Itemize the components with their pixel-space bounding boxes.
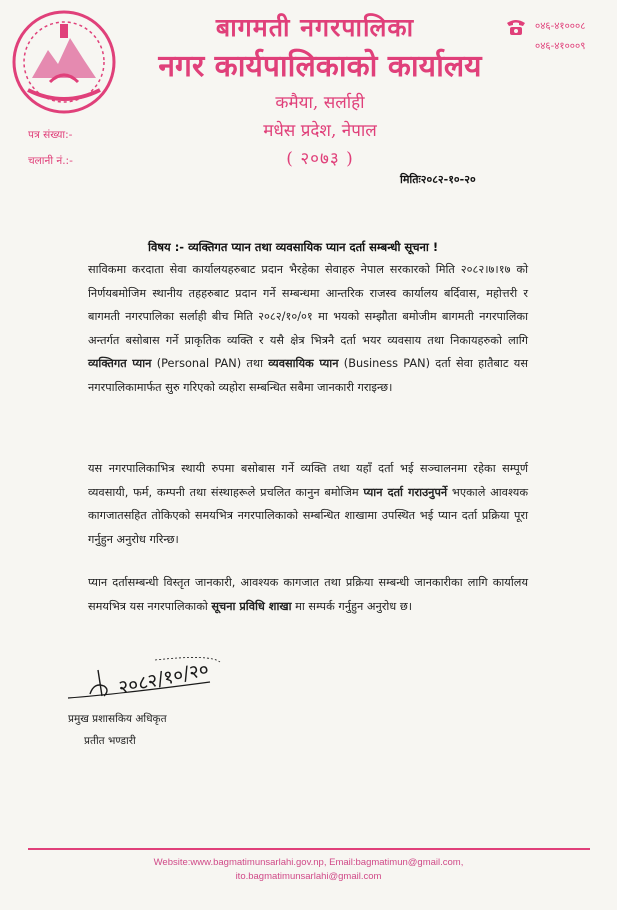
municipality-name: बागमती नगरपालिका bbox=[215, 13, 415, 42]
footer-contact-line-1: Website:www.bagmatimunsarlahi.gov.np, Email:bagmatimun@gmail.com, bbox=[153, 857, 464, 868]
footer-contact-line-2: ito.bagmatimunsarlahi@gmail.com bbox=[235, 871, 382, 882]
established-year: ( २०७३ ) bbox=[286, 149, 354, 169]
office-province: मधेस प्रदेश, नेपाल bbox=[263, 121, 377, 141]
signature-date: २०८२/१०/२० bbox=[116, 658, 211, 699]
letter-date: मितिः२०८२-१०-२० bbox=[400, 173, 476, 186]
phone-number-2: ०४६-४१०००९ bbox=[535, 41, 586, 52]
letter-number-label: पत्र संख्या:- bbox=[28, 129, 73, 141]
dispatch-number-label: चलानी नं.:- bbox=[28, 155, 73, 167]
signatory-title: प्रमुख प्रशासकिय अधिकृत bbox=[68, 713, 167, 725]
footer-divider bbox=[28, 848, 590, 850]
body-paragraph-2: यस नगरपालिकाभित्र स्थायी रुपमा बसोबास गर्ने व्यक्ति तथा यहाँ दर्ता भई सञ्चालनमा रहेका सम्पूर्ण व्यवसायी, फर्म, कम्पनी तथा संस्थाहरूले प्रचलित कानुन बमोजिम प्यान दर्ता गराउनुपर्ने भएकाले आवश्यक कागजातसहित तोकिएको समयभित्र नगरपालिकाको सम्बन्धित शाखामा उपस्थित भई प्यान दर्ता प्रक्रिया पूरा गर्नुहुन अनुरोध गरिन्छ। bbox=[88, 462, 528, 546]
nepal-emblem-icon bbox=[10, 8, 118, 116]
phone-number-1: ०४६-४१०००८ bbox=[535, 21, 586, 32]
telephone-icon bbox=[505, 16, 527, 38]
handwritten-signature bbox=[60, 652, 250, 712]
office-name: नगर कार्यपालिकाको कार्यालय bbox=[158, 49, 482, 84]
signatory-name: प्रतीत भण्डारी bbox=[84, 735, 136, 747]
notice-subject: विषय :- व्यक्तिगत प्यान तथा व्यवसायिक प्यान दर्ता सम्बन्धी सूचना ! bbox=[148, 240, 439, 254]
office-location: कमैया, सर्लाही bbox=[275, 93, 365, 113]
body-paragraph-3: प्यान दर्तासम्बन्धी विस्तृत जानकारी, आवश्यक कागजात तथा प्रक्रिया सम्बन्धी जानकारीका लागि कार्यालय समयभित्र यस नगरपालिकाको सूचना प्रविधि शाखा मा सम्पर्क गर्नुहुन अनुरोध छ। bbox=[88, 576, 528, 613]
body-paragraph-1: साविकमा करदाता सेवा कार्यालयहरुबाट प्रदान भैरहेका सेवाहरु नेपाल सरकारको मिति २०८२।७।१७ को निर्णयबमोजिम स्थानीय तहहरुबाट प्रदान गर्ने सम्बन्धमा आन्तरिक राजस्व कार्यालय बर्दिवास, महोत्तरी र बागमती नगरपालिका सर्लाही बीच मिति २०८२/१०/०१ मा भयको सम्झौता बमोजीम बागमती नगरपालिका अन्तर्गत बसोबास गर्ने प्राकृतिक व्यक्ति र यसै क्षेत्र भित्रनै दर्ता भयर व्यवसाय तथा निकायहरुको लागि व्यक्तिगत प्यान (Personal PAN) तथा व्यवसायिक प्यान (Business PAN) दर्ता सेवा हातैबाट यस नगरपालिकामार्फत सुरु गरिएको व्यहोरा सम्बन्धित सबैमा जानकारी गराइन्छ। bbox=[88, 263, 528, 394]
